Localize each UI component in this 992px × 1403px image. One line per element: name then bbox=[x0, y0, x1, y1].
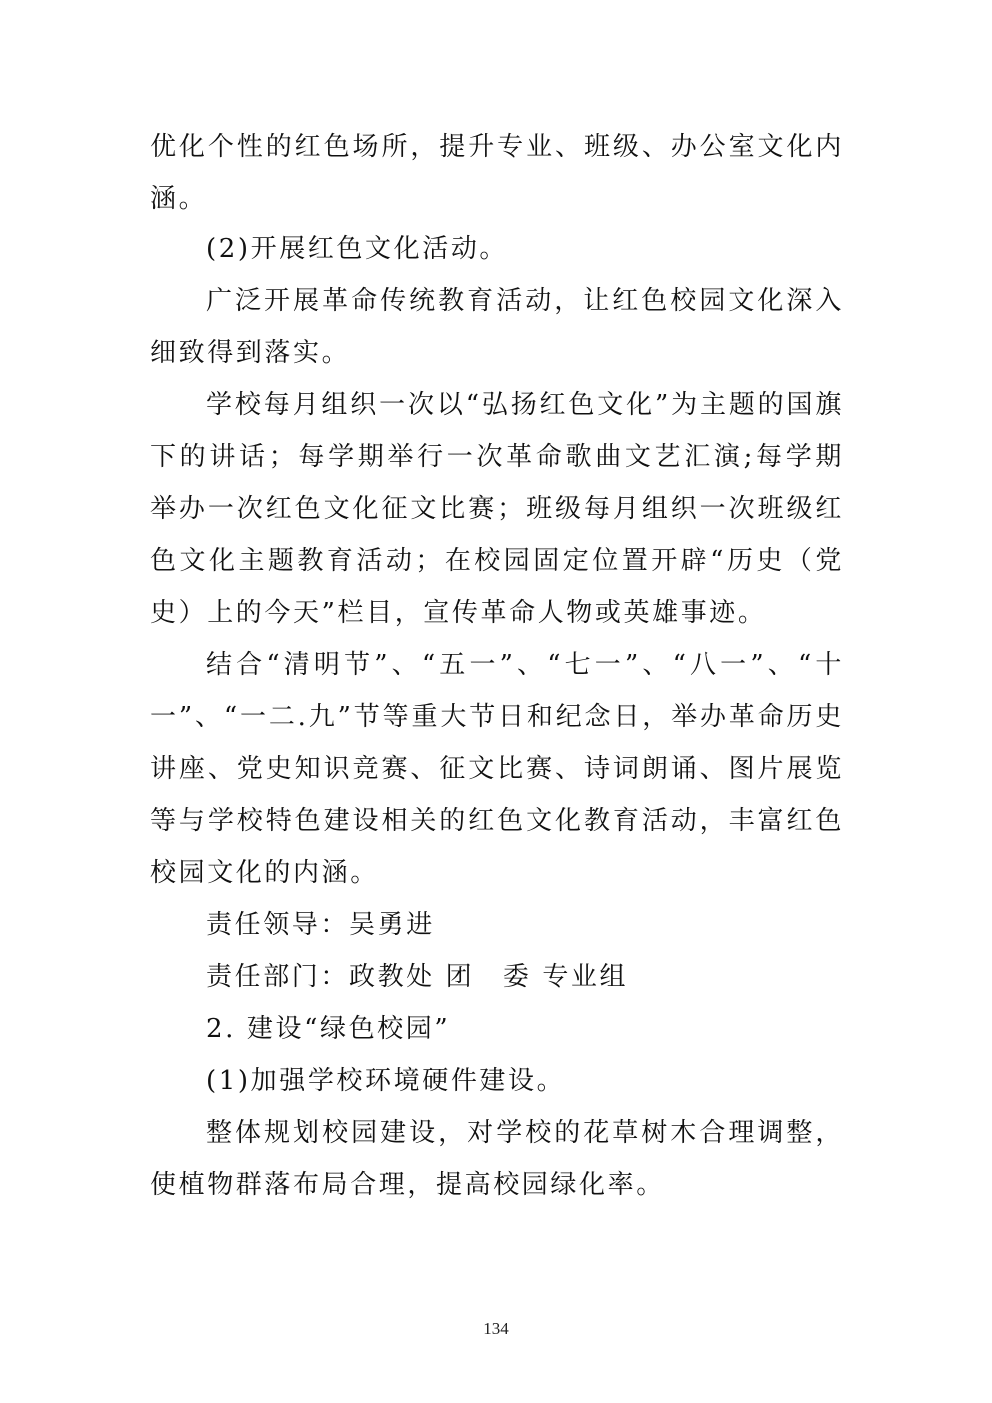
body-paragraph: 广泛开展革命传统教育活动，让红色校园文化深入细致得到落实。 bbox=[150, 286, 844, 368]
body-paragraph: 结合“清明节”、“五一”、“七一”、“八一”、“十一”、“一二.九”节等重大节日和纪念日，举办革命历史讲座、党史知识竞赛、征文比赛、诗词朗诵、图片展览等与学校特色建设相关的红色文化教育活动，丰富红色校园文化的内涵。 bbox=[150, 650, 844, 888]
continuation-block bbox=[150, 121, 844, 225]
continuation-paragraph: 优化个性的红色场所，提升专业、班级、办公室文化内涵。 bbox=[150, 132, 844, 214]
responsible-department: 责任部门：政教处 团 委 专业组 bbox=[206, 962, 629, 992]
section-heading-red-activities: (2)开展红色文化活动。 bbox=[206, 234, 509, 264]
subsection-heading-environment: (1)加强学校环境硬件建设。 bbox=[206, 1066, 566, 1096]
section-heading-green-campus: 2. 建设“绿色校园” bbox=[206, 1014, 451, 1044]
responsible-leader: 责任领导：吴勇进 bbox=[206, 910, 435, 940]
page-number: 134 bbox=[483, 1319, 509, 1338]
body-text bbox=[150, 223, 844, 1211]
body-paragraph: 学校每月组织一次以“弘扬红色文化”为主题的国旗下的讲话；每学期举行一次革命歌曲文艺汇演;每学期举办一次红色文化征文比赛；班级每月组织一次班级红色文化主题教育活动；在校园固定位置开辟“历史（党史）上的今天”栏目，宣传革命人物或英雄事迹。 bbox=[150, 390, 844, 628]
body-paragraph: 整体规划校园建设，对学校的花草树木合理调整，使植物群落布局合理，提高校园绿化率。 bbox=[150, 1118, 844, 1200]
